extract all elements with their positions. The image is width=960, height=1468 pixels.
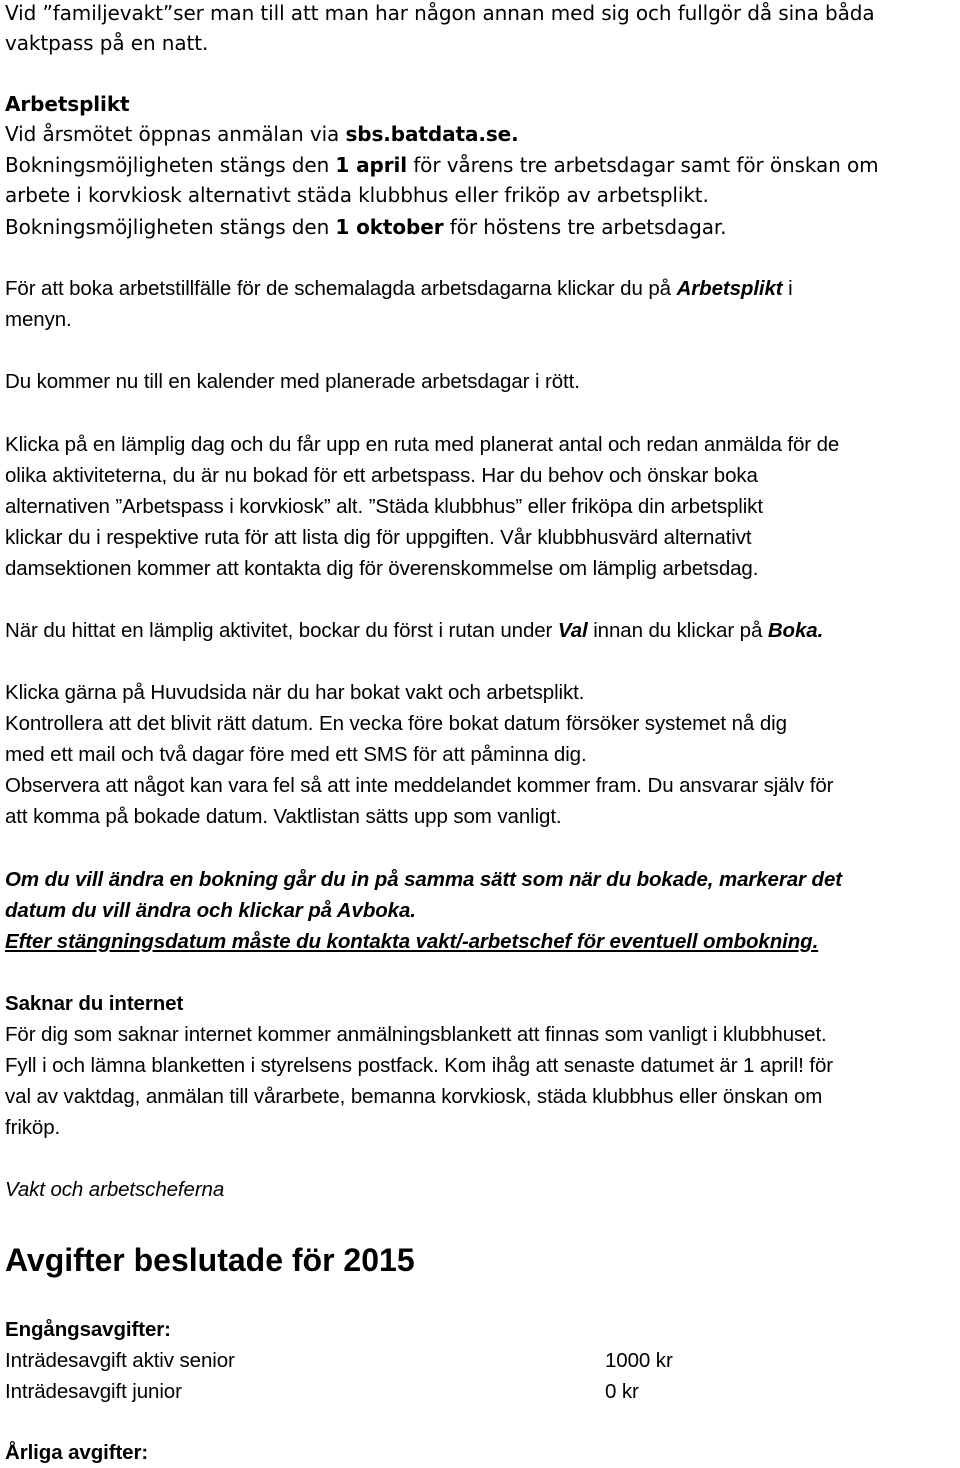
- fee-row-label: Inträdesavgift junior: [5, 1380, 182, 1403]
- onetime-fees-heading: Engångsavgifter:: [5, 1318, 171, 1341]
- arbetsplikt-menu-ref: Arbetsplikt: [676, 277, 783, 300]
- paragraph-line: olika aktiviteterna, du är nu bokad för ett arbetspass. Har du behov och önskar boka: [5, 464, 758, 487]
- fee-row-amount: 1000 kr: [605, 1349, 673, 1372]
- found-line: När du hittat en lämplig aktivitet, bockar du först i rutan under Val innan du klickar på Boka.: [5, 619, 824, 642]
- paragraph-line: Fyll i och lämna blanketten i styrelsens postfack. Kom ihåg att senaste datumet är 1 april! för: [5, 1054, 833, 1077]
- notice-line: Om du vill ändra en bokning går du in på samma sätt som när du bokade, markerar det: [5, 868, 842, 891]
- arbetsplikt-heading: Arbetsplikt: [5, 92, 130, 116]
- fee-row-label: Inträdesavgift aktiv senior: [5, 1349, 235, 1372]
- signup-line: Vid årsmötet öppnas anmälan via sbs.batdata.se.: [5, 122, 519, 146]
- close-spring-line-2: arbete i korvkiosk alternativt städa klubbhus eller friköp av arbetsplikt.: [5, 183, 709, 207]
- signature: Vakt och arbetscheferna: [5, 1178, 225, 1201]
- paragraph-line: Klicka gärna på Huvudsida när du har bokat vakt och arbetsplikt.: [5, 681, 585, 704]
- close-autumn-line: Bokningsmöjligheten stängs den 1 oktober för höstens tre arbetsdagar.: [5, 215, 727, 239]
- signup-site-link[interactable]: sbs.batdata.se.: [345, 122, 519, 146]
- intro-line: vaktpass på en natt.: [5, 31, 209, 55]
- close-spring-line: Bokningsmöjligheten stängs den 1 april för vårens tre arbetsdagar samt för önskan om: [5, 153, 879, 177]
- book-line: För att boka arbetstillfälle för de schemalagda arbetsdagarna klickar du på Arbetsplikt i: [5, 277, 793, 300]
- book-line-2: menyn.: [5, 308, 72, 331]
- no-internet-heading: Saknar du internet: [5, 992, 184, 1015]
- notice-line-deadline: Efter stängningsdatum måste du kontakta vakt/-arbetschef för eventuell ombokning.: [5, 930, 819, 953]
- fee-row-amount: 0 kr: [605, 1380, 639, 1403]
- paragraph-line: För dig som saknar internet kommer anmälningsblankett att finnas som vanligt i klubbhuset.: [5, 1023, 827, 1046]
- paragraph-line: Kontrollera att det blivit rätt datum. En vecka före bokat datum försöker systemet nå dig: [5, 712, 787, 735]
- fees-title: Avgifter beslutade för 2015: [5, 1242, 415, 1278]
- paragraph-line: friköp.: [5, 1116, 61, 1139]
- paragraph-line: klickar du i respektive ruta för att lista dig för uppgiften. Vår klubbhusvärd alternativt: [5, 526, 752, 549]
- paragraph-line: alternativen ”Arbetspass i korvkiosk” alt. ”Städa klubbhus” eller friköpa din arbetsplikt: [5, 495, 763, 518]
- calendar-line: Du kommer nu till en kalender med planerade arbetsdagar i rött.: [5, 370, 580, 393]
- paragraph-line: att komma på bokade datum. Vaktlistan sätts upp som vanligt.: [5, 805, 562, 828]
- paragraph-line: Klicka på en lämplig dag och du får upp en ruta med planerat antal och redan anmälda för de: [5, 433, 840, 456]
- notice-line: datum du vill ändra och klickar på Avboka.: [5, 899, 416, 922]
- annual-fees-heading: Årliga avgifter:: [5, 1441, 149, 1464]
- paragraph-line: damsektionen kommer att kontakta dig för överenskommelse om lämplig arbetsdag.: [5, 557, 759, 580]
- paragraph-line: Observera att något kan vara fel så att inte meddelandet kommer fram. Du ansvarar själv för: [5, 774, 834, 797]
- intro-line: Vid ”familjevakt”ser man till att man har någon annan med sig och fullgör då sina båda: [5, 1, 875, 25]
- paragraph-line: med ett mail och två dagar före med ett SMS för att påminna dig.: [5, 743, 587, 766]
- paragraph-line: val av vaktdag, anmälan till vårarbete, bemanna korvkiosk, städa klubbhus eller önskan om: [5, 1085, 823, 1108]
